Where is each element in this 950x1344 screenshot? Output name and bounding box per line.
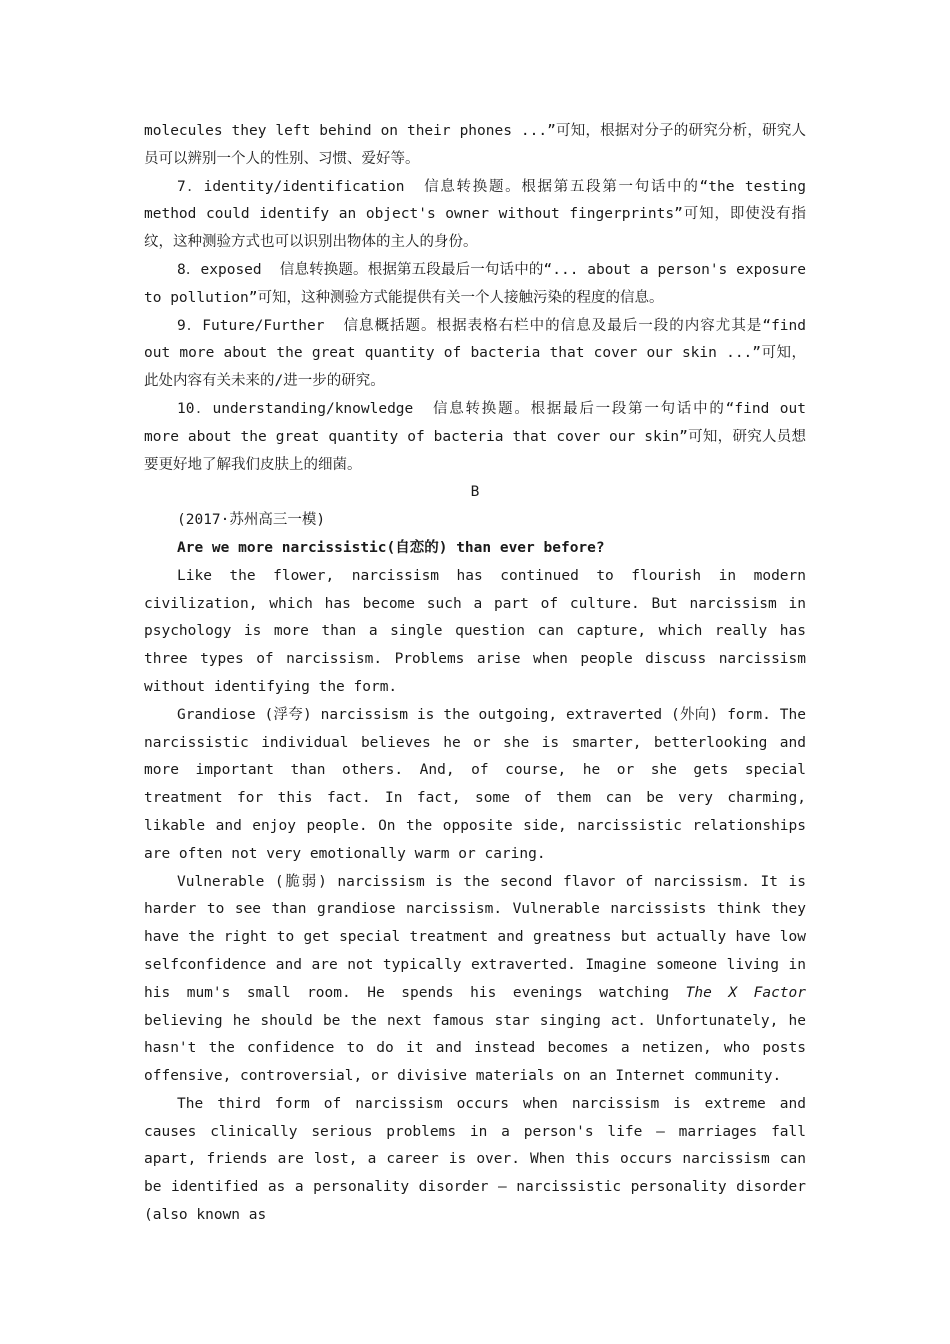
answer-10-number: 10． xyxy=(177,400,213,417)
tv-show-title: The X Factor xyxy=(685,984,806,1001)
section-letter: B xyxy=(470,484,480,501)
passage-paragraph-3 xyxy=(144,869,806,1091)
answer-7-explanation: 信息转换题。根据第五段第一句话中的“the testing method could identify an object's owner without fingerprints”可知，即使没有指纹，这种测验方式也可以识别出物体的主人的身份。 xyxy=(144,178,806,251)
answer-8-number: 8． xyxy=(177,261,201,278)
answer-8-word: exposed xyxy=(200,261,262,278)
paragraph-3-before: Vulnerable (脆弱) narcissism is the second flavor of narcissism. It is harder to see than grandiose narcissism. Vulnerable narcissists think they have the right to get special treatment and greatness but actually have low selfconfidence and are not typically extraverted. Imagine someone living in his mum's small room. He spends his evenings watching xyxy=(144,873,806,1001)
answer-10-word: understanding/knowledge xyxy=(212,400,414,417)
answer-8-explanation: 信息转换题。根据第五段最后一句话中的“... about a person's exposure to pollution”可知，这种测验方式能提供有关一个人接触污染的程度的信息。 xyxy=(144,261,806,306)
passage-paragraph-2: Grandiose (浮夸) narcissism is the outgoing, extraverted (外向) form. The narcissistic individual believes he or she is smarter, betterlooking and more important than others. And, of course, he or she gets special treatment for this fact. In fact, some of them can be very charming, likable and enjoy people. On the opposite side, narcissistic relationships are often not very emotionally warm or caring. xyxy=(144,706,806,862)
answer-8 xyxy=(144,257,806,313)
document-page xyxy=(144,118,806,1230)
answer-10 xyxy=(144,396,806,479)
section-source: (2017·苏州高三一模) xyxy=(177,512,326,529)
answer-7 xyxy=(144,174,806,257)
answer-7-word: identity/identification xyxy=(203,178,405,195)
answer-10-explanation: 信息转换题。根据最后一段第一句话中的“find out more about the great quantity of bacteria that cover our skin”可知，研究人员想要更好地了解我们皮肤上的细菌。 xyxy=(144,400,806,473)
answer-9 xyxy=(144,313,806,396)
answer-6-continuation: molecules they left behind on their phones ...”可知，根据对分子的研究分析，研究人员可以辨别一个人的性别、习惯、爱好等。 xyxy=(144,123,806,167)
answer-9-explanation: 信息概括题。根据表格右栏中的信息及最后一段的内容尤其是“find out more about the great quantity of bacteria that cover our skin ...”可知，此处内容有关未来的/进一步的研究。 xyxy=(144,317,806,390)
answer-9-number: 9． xyxy=(177,317,203,334)
answer-9-word: Future/Further xyxy=(202,317,325,334)
passage-paragraph-4: The third form of narcissism occurs when narcissism is extreme and causes clinically serious problems in a person's life — marriages fall apart, friends are lost, a career is over. When this occurs narcissism can be identified as a personality disorder — narcissistic personality disorder (also known as xyxy=(144,1095,806,1224)
paragraph-3-after: believing he should be the next famous star singing act. Unfortunately, he hasn't the confidence to do it and instead becomes a netizen, who posts offensive, controversial, or divisive materials on an Internet community. xyxy=(144,1012,806,1085)
answer-7-number: 7． xyxy=(177,178,204,195)
passage-paragraph-1: Like the flower, narcissism has continued to flourish in modern civilization, which has become such a part of culture. But narcissism in psychology is more than a single question can capture, which really has three types of narcissism. Problems arise when people discuss narcissism without identifying the form. xyxy=(144,567,806,695)
passage-title: Are we more narcissistic(自恋的) than ever before? xyxy=(177,539,605,556)
